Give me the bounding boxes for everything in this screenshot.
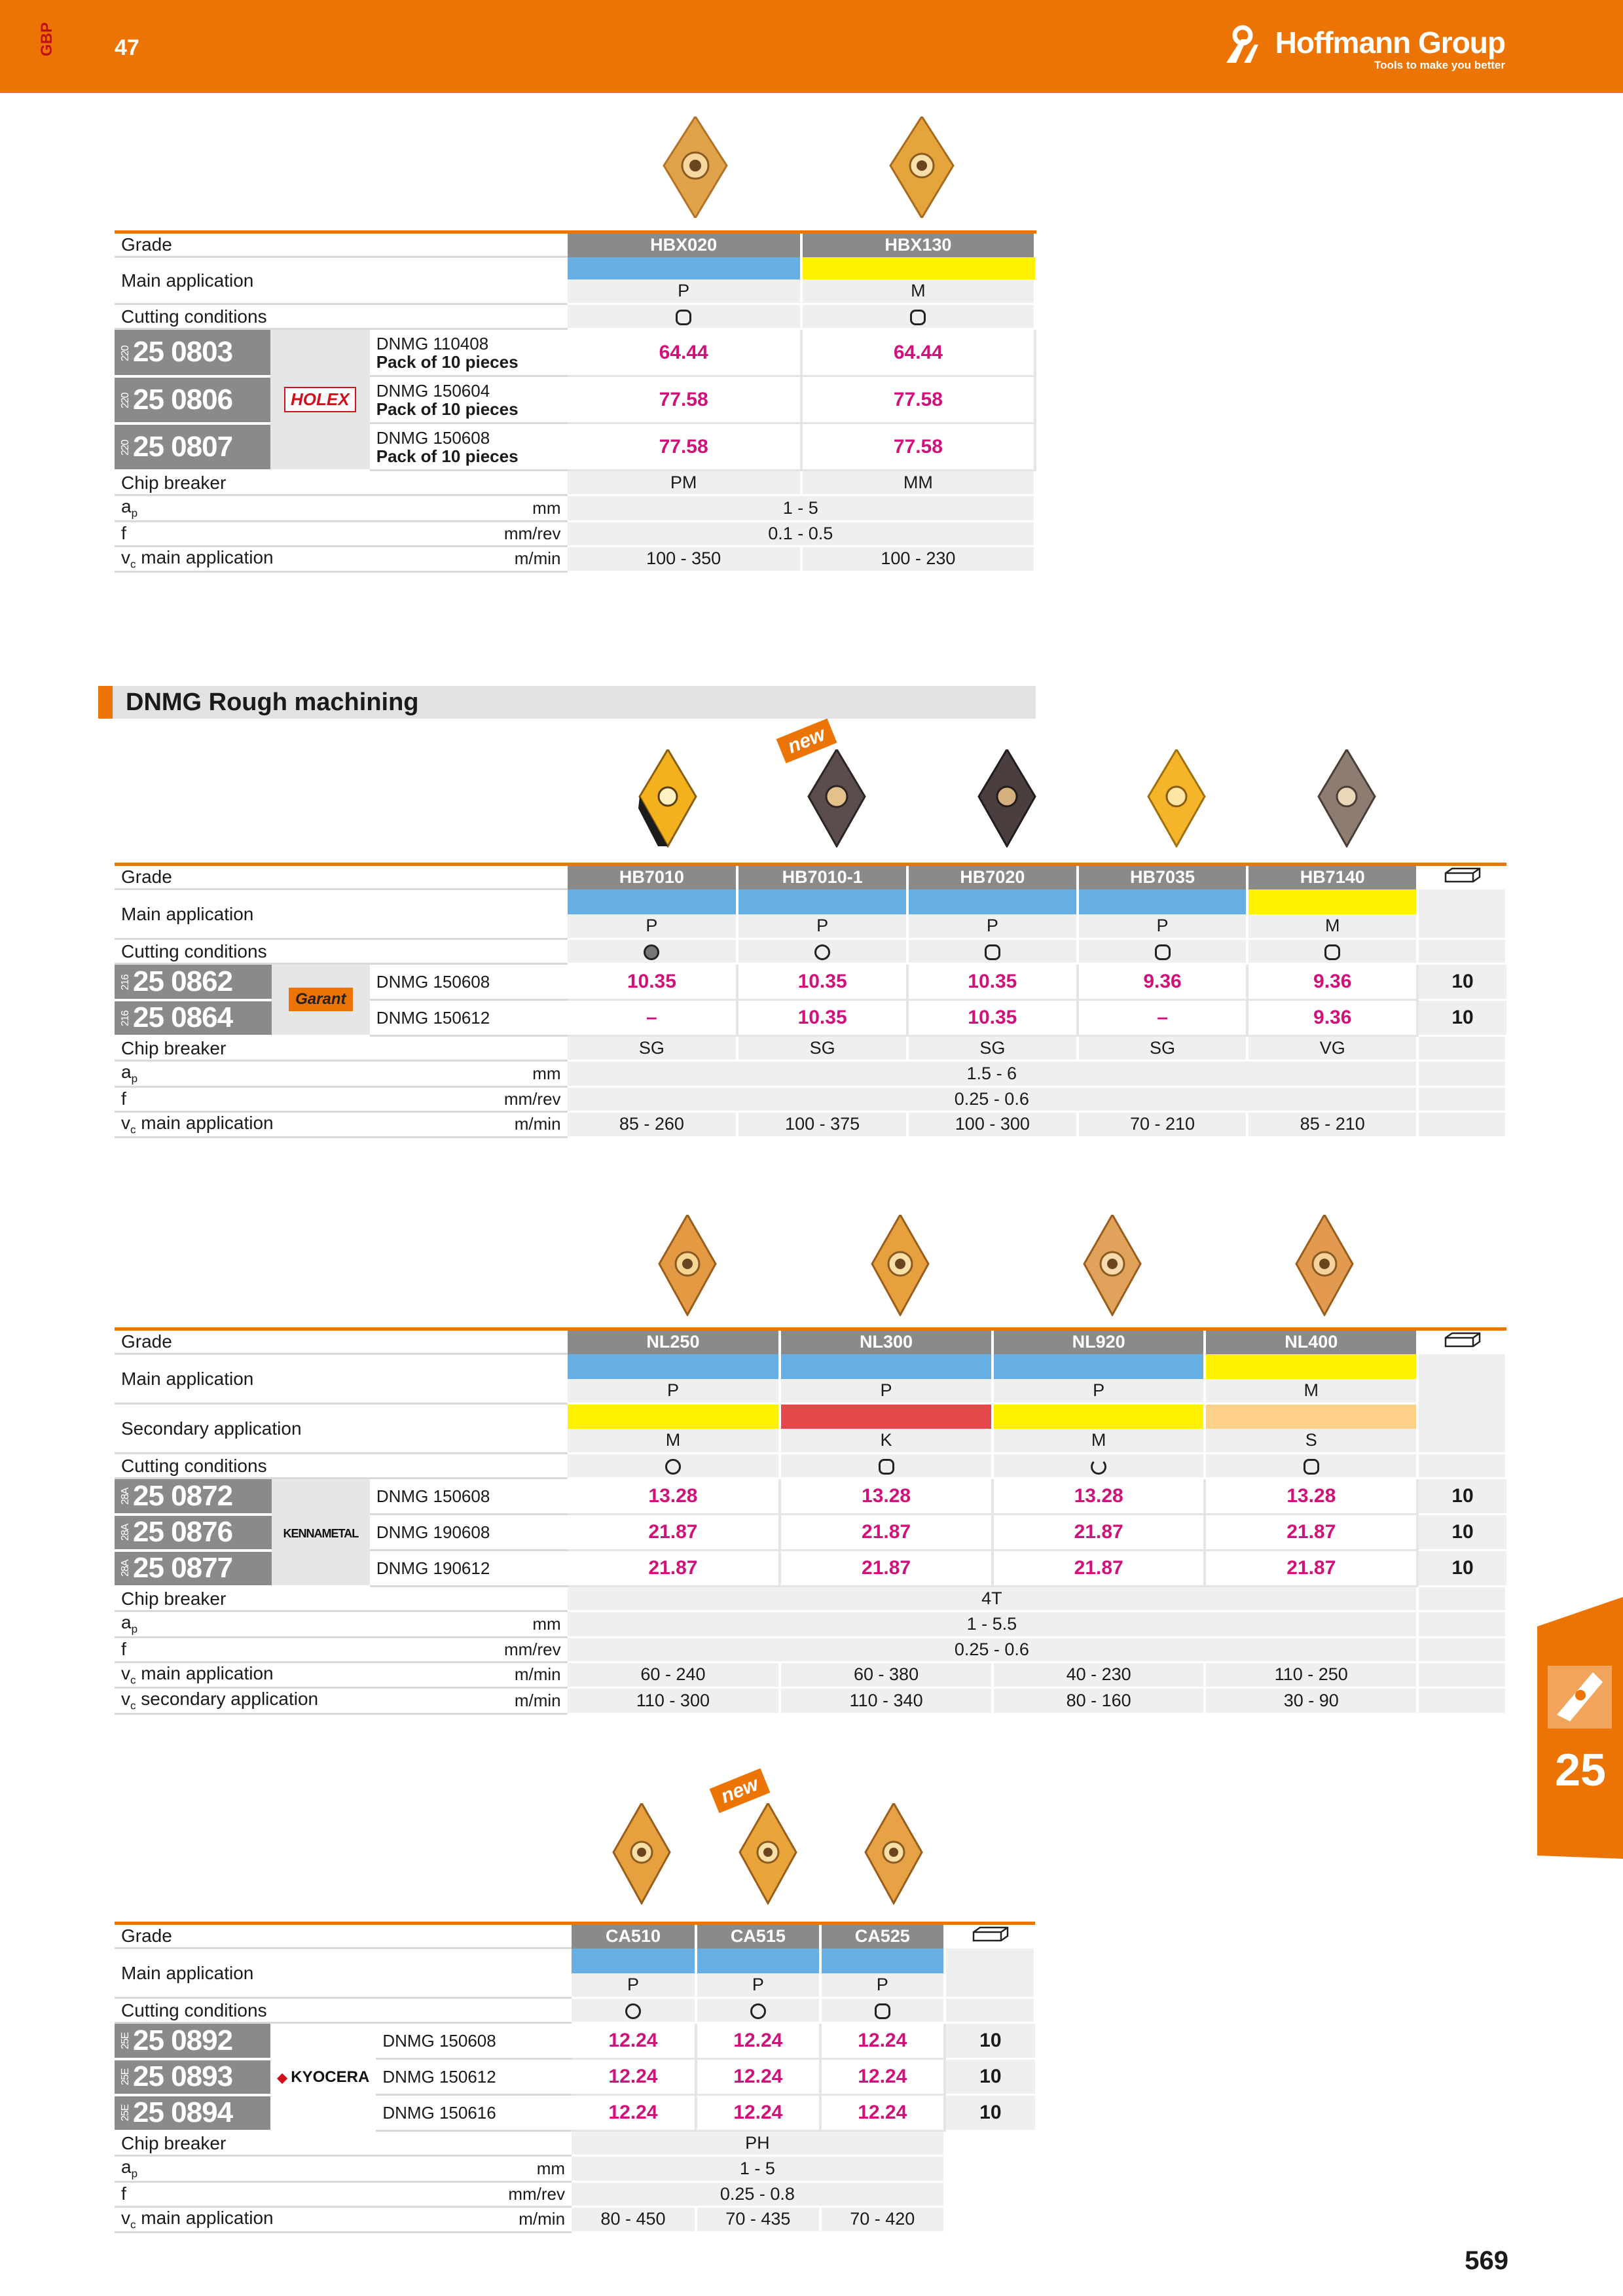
chip-breaker-label: Chip breaker <box>115 2131 572 2156</box>
vc2-value: 80 - 160 <box>993 1688 1205 1714</box>
vc-value: 100 - 230 <box>801 546 1035 572</box>
pack-blank <box>945 1998 1035 2023</box>
vc-value: 85 - 260 <box>568 1111 738 1138</box>
stable-cut-icon <box>750 2003 766 2019</box>
product-desc: DNMG 190612 <box>370 1551 568 1587</box>
chip-breaker-value: PM <box>568 471 801 495</box>
pack-quantity: 10 <box>945 2095 1035 2131</box>
article-number: 25E25 0894 <box>115 2095 270 2131</box>
pack-quantity: 10 <box>945 2023 1035 2059</box>
grade-hbx020: HBX020 <box>568 232 801 257</box>
pack-header <box>945 1924 1035 1948</box>
cutting-conditions-label: Cutting conditions <box>115 304 568 329</box>
vc-value: 80 - 450 <box>572 2206 696 2233</box>
sec-app-color-m <box>568 1404 780 1429</box>
f-unit: mm/rev <box>376 2181 572 2206</box>
new-badge: new <box>776 719 837 764</box>
f-label: f <box>115 2181 376 2206</box>
pack-blank <box>1417 1637 1506 1662</box>
kyocera-logo: ◆ KYOCERA <box>270 2023 376 2131</box>
table-garant <box>115 863 1508 1138</box>
cutting-condition-cell <box>820 1998 945 2023</box>
chip-breaker-value: SG <box>737 1036 907 1061</box>
main-app-value: P <box>696 1973 820 1998</box>
price-cell: 10.35 <box>737 964 907 1000</box>
main-app-color-p <box>572 1948 696 1973</box>
price-cell: – <box>1078 1000 1248 1036</box>
package-icon <box>1443 867 1482 884</box>
article-number: 22025 0806 <box>115 376 270 423</box>
main-app-value: P <box>737 914 907 939</box>
cutting-condition-cell <box>1078 939 1248 964</box>
pack-blank <box>1417 1036 1506 1061</box>
chip-breaker-value: PH <box>572 2131 945 2156</box>
pack-quantity: 10 <box>1417 964 1506 1000</box>
vc2-value: 110 - 340 <box>780 1688 993 1714</box>
vc-label: $v_c$ main application <box>115 546 370 572</box>
grade-ca510: CA510 <box>572 1924 696 1948</box>
ap-unit: mm <box>370 495 568 522</box>
product-desc: DNMG 150608 <box>376 2023 572 2059</box>
insert-image-nl400 <box>1295 1215 1354 1316</box>
price-cell: 21.87 <box>993 1551 1205 1587</box>
price-cell: 21.87 <box>780 1551 993 1587</box>
brand <box>1275 25 1505 72</box>
cutting-condition-cell <box>737 939 907 964</box>
main-app-color-m <box>801 257 1035 279</box>
pack-quantity: 10 <box>1417 1515 1506 1551</box>
insert-image-ca515 <box>739 1803 797 1905</box>
chip-breaker-label: Chip breaker <box>115 1587 568 1611</box>
pack-header <box>1417 865 1506 889</box>
grade-nl250: NL250 <box>568 1329 780 1354</box>
chip-breaker-value: SG <box>907 1036 1078 1061</box>
main-app-value: P <box>568 914 738 939</box>
chip-breaker-value: SG <box>1078 1036 1248 1061</box>
grade-label: Grade <box>115 1924 572 1948</box>
grade-hb7010: HB7010 <box>568 865 738 889</box>
main-app-value: P <box>993 1379 1205 1404</box>
main-app-color-p <box>568 1354 780 1379</box>
price-cell: 13.28 <box>780 1479 993 1515</box>
ap-label: $a_p$ <box>115 2156 376 2182</box>
pack-blank <box>945 2131 1035 2156</box>
main-app-value: P <box>907 914 1078 939</box>
price-cell: 13.28 <box>1205 1479 1417 1515</box>
main-app-color-p <box>820 1948 945 1973</box>
holex-logo: HOLEX <box>270 329 370 471</box>
grade-hb7010-1: HB7010-1 <box>737 865 907 889</box>
vc2-unit: m/min <box>370 1688 568 1714</box>
article-number: 25E25 0892 <box>115 2023 270 2059</box>
grade-nl300: NL300 <box>780 1329 993 1354</box>
price-cell: 10.35 <box>737 1000 907 1036</box>
price-cell: 21.87 <box>993 1515 1205 1551</box>
product-desc: DNMG 150612 <box>376 2059 572 2095</box>
grade-nl920: NL920 <box>993 1329 1205 1354</box>
price-cell: 64.44 <box>801 329 1035 376</box>
pack-quantity: 10 <box>1417 1479 1506 1515</box>
insert-image-nl920 <box>1083 1215 1142 1316</box>
cutting-condition-cell <box>780 1454 993 1479</box>
sec-app-value: M <box>568 1429 780 1454</box>
main-app-color-p <box>568 889 738 914</box>
price-cell: 13.28 <box>993 1479 1205 1515</box>
interrupted-cut-icon <box>1155 944 1171 960</box>
f-unit: mm/rev <box>370 521 568 546</box>
grade-nl400: NL400 <box>1205 1329 1417 1354</box>
brand-name: Hoffmann Group <box>1275 26 1505 60</box>
interrupted-cut-icon <box>875 2003 890 2019</box>
main-app-value: P <box>780 1379 993 1404</box>
sec-app-value: S <box>1205 1429 1417 1454</box>
page-number-top: 47 <box>115 35 139 60</box>
vc-label: $v_c$ main application <box>115 1662 370 1688</box>
price-cell: 12.24 <box>572 2059 696 2095</box>
stable-cut-icon <box>665 1459 681 1475</box>
pack-quantity: 10 <box>1417 1551 1506 1587</box>
vc-value: 70 - 210 <box>1078 1111 1248 1138</box>
cutting-condition-cell <box>907 939 1078 964</box>
insert-image-nl300 <box>871 1215 930 1316</box>
chip-breaker-value: VG <box>1247 1036 1417 1061</box>
f-value: 0.25 - 0.8 <box>572 2181 945 2206</box>
pack-quantity: 10 <box>945 2059 1035 2095</box>
cutting-condition-cell <box>993 1454 1205 1479</box>
ap-unit: mm <box>370 1061 568 1087</box>
main-app-color-m <box>1247 889 1417 914</box>
article-number: 28A25 0877 <box>115 1551 272 1587</box>
brand-tagline: Tools to make you better <box>1374 59 1505 71</box>
pack-blank <box>1417 1061 1506 1087</box>
f-unit: mm/rev <box>370 1637 568 1662</box>
pack-blank <box>1417 1354 1506 1454</box>
pack-header <box>1417 1329 1506 1354</box>
chip-breaker-value: 4T <box>568 1587 1417 1611</box>
price-cell: 21.87 <box>1205 1515 1417 1551</box>
ap-value: 1.5 - 6 <box>568 1061 1418 1087</box>
cutting-conditions-label: Cutting conditions <box>115 1998 572 2023</box>
grade-hb7035: HB7035 <box>1078 865 1248 889</box>
pack-blank <box>1417 889 1506 939</box>
interrupted-cut-icon <box>879 1459 894 1475</box>
cutting-conditions-label: Cutting conditions <box>115 939 568 964</box>
sec-app-color-m <box>993 1404 1205 1429</box>
price-cell: 77.58 <box>568 376 801 423</box>
vc-value: 110 - 250 <box>1205 1662 1417 1688</box>
interrupted-cut-icon <box>985 944 1000 960</box>
vc-value: 70 - 435 <box>696 2206 820 2233</box>
stable-cut-icon <box>814 944 830 960</box>
cutting-condition-cell <box>568 1454 780 1479</box>
pack-blank <box>945 2156 1035 2182</box>
vc-value: 60 - 380 <box>780 1662 993 1688</box>
sec-app-value: K <box>780 1429 993 1454</box>
chip-breaker-label: Chip breaker <box>115 471 568 495</box>
price-cell: 12.24 <box>572 2023 696 2059</box>
garant-logo: Garant <box>272 964 370 1036</box>
vc-unit: m/min <box>370 546 568 572</box>
vc-unit: m/min <box>376 2206 572 2233</box>
vc-value: 85 - 210 <box>1247 1111 1417 1138</box>
grade-ca525: CA525 <box>820 1924 945 1948</box>
f-label: f <box>115 1637 370 1662</box>
vc-value: 100 - 350 <box>568 546 801 572</box>
side-code: GBP <box>38 22 56 56</box>
main-app-value: M <box>801 279 1035 304</box>
insert-image-hb7035 <box>1147 749 1206 848</box>
article-number: 28A25 0872 <box>115 1479 272 1515</box>
vc-value: 40 - 230 <box>993 1662 1205 1688</box>
section-title: DNMG Rough machining <box>98 686 1036 719</box>
stable-cut-icon <box>625 2003 641 2019</box>
vc2-value: 30 - 90 <box>1205 1688 1417 1714</box>
ap-value: 1 - 5 <box>568 495 1036 522</box>
price-cell: 21.87 <box>568 1515 780 1551</box>
product-desc: DNMG 150608 Pack of 10 pieces <box>370 423 568 471</box>
cutting-condition-cell <box>1247 939 1417 964</box>
pack-quantity: 10 <box>1417 1000 1506 1036</box>
vc-unit: m/min <box>370 1111 568 1138</box>
interrupted-cut-icon <box>676 310 691 325</box>
price-cell: 21.87 <box>1205 1551 1417 1587</box>
cutting-condition-cell <box>572 1998 696 2023</box>
insert-image-hb7020 <box>977 749 1036 848</box>
product-desc: DNMG 150608 <box>370 1479 568 1515</box>
price-cell: 10.35 <box>907 1000 1078 1036</box>
grade-label: Grade <box>115 232 568 257</box>
chapter-tab <box>1537 1597 1623 1859</box>
normal-cut-icon <box>1091 1459 1106 1475</box>
insert-image-hb7010 <box>638 749 697 848</box>
grade-label: Grade <box>115 865 568 889</box>
interrupted-cut-icon <box>1304 1459 1319 1475</box>
cutting-condition-cell <box>801 304 1035 329</box>
cutting-condition-cell <box>568 304 801 329</box>
interrupted-cut-icon <box>1324 944 1340 960</box>
vc-unit: m/min <box>370 1662 568 1688</box>
grade-label: Grade <box>115 1329 568 1354</box>
grade-ca515: CA515 <box>696 1924 820 1948</box>
main-application-label: Main application <box>115 1948 572 1998</box>
product-desc: DNMG 190608 <box>370 1515 568 1551</box>
vc-label: $v_c$ main application <box>115 1111 370 1138</box>
pack-blank <box>1417 939 1506 964</box>
sec-app-color-k <box>780 1404 993 1429</box>
price-cell: – <box>568 1000 738 1036</box>
product-desc: DNMG 150612 <box>370 1000 568 1036</box>
price-cell: 10.35 <box>568 964 738 1000</box>
price-cell: 12.24 <box>696 2023 820 2059</box>
price-cell: 21.87 <box>568 1551 780 1587</box>
pack-blank <box>1417 1662 1506 1688</box>
price-cell: 12.24 <box>696 2059 820 2095</box>
pack-blank <box>1417 1688 1506 1714</box>
main-app-value: P <box>1078 914 1248 939</box>
product-desc: DNMG 110408 Pack of 10 pieces <box>370 329 568 376</box>
pack-blank <box>945 2181 1035 2206</box>
vc2-label: $v_c$ secondary application <box>115 1688 370 1714</box>
pack-blank <box>1417 1611 1506 1638</box>
f-value: 0.25 - 0.6 <box>568 1086 1418 1111</box>
main-app-color-p <box>568 257 801 279</box>
interrupted-cut-icon <box>910 310 926 325</box>
chip-breaker-value: MM <box>801 471 1035 495</box>
price-cell: 12.24 <box>820 2095 945 2131</box>
price-cell: 13.28 <box>568 1479 780 1515</box>
main-app-value: P <box>820 1973 945 1998</box>
new-badge: new <box>710 1768 771 1814</box>
price-cell: 9.36 <box>1078 964 1248 1000</box>
cutting-condition-cell <box>696 1998 820 2023</box>
ap-label: $a_p$ <box>115 1611 370 1638</box>
pack-blank <box>1417 1587 1506 1611</box>
grade-hb7020: HB7020 <box>907 865 1078 889</box>
pack-blank <box>1417 1086 1506 1111</box>
price-cell: 12.24 <box>820 2059 945 2095</box>
main-app-color-p <box>696 1948 820 1973</box>
ap-value: 1 - 5 <box>572 2156 945 2182</box>
main-app-value: P <box>572 1973 696 1998</box>
f-value: 0.25 - 0.6 <box>568 1637 1417 1662</box>
main-app-color-p <box>780 1354 993 1379</box>
f-label: f <box>115 1086 370 1111</box>
pack-blank <box>945 2206 1035 2233</box>
main-application-label: Main application <box>115 1354 568 1404</box>
price-cell: 64.44 <box>568 329 801 376</box>
ap-label: $a_p$ <box>115 1061 370 1087</box>
price-cell: 9.36 <box>1247 964 1417 1000</box>
article-number: 22025 0807 <box>115 423 270 471</box>
insert-image-ca510 <box>612 1803 671 1905</box>
f-label: f <box>115 521 370 546</box>
grade-hbx130: HBX130 <box>801 232 1035 257</box>
price-cell: 12.24 <box>572 2095 696 2131</box>
ap-unit: mm <box>370 1611 568 1638</box>
vc-label: $v_c$ main application <box>115 2206 376 2233</box>
cutting-condition-cell <box>1205 1454 1417 1479</box>
table-kyocera <box>115 1922 1036 2233</box>
ap-unit: mm <box>376 2156 572 2182</box>
kennametal-logo: KENNAMETAL <box>272 1479 370 1587</box>
ap-value: 1 - 5.5 <box>568 1611 1417 1638</box>
brand-logo-icon <box>1223 25 1269 64</box>
price-cell: 77.58 <box>568 423 801 471</box>
header-bar <box>0 0 1623 93</box>
article-number: 28A25 0876 <box>115 1515 272 1551</box>
product-desc: DNMG 150608 <box>370 964 568 1000</box>
cutting-condition-cell <box>568 939 738 964</box>
article-number: 21625 0864 <box>115 1000 272 1036</box>
chip-breaker-label: Chip breaker <box>115 1036 568 1061</box>
price-cell: 12.24 <box>820 2023 945 2059</box>
price-cell: 77.58 <box>801 423 1035 471</box>
main-app-value: P <box>568 279 801 304</box>
cutting-conditions-label: Cutting conditions <box>115 1454 568 1479</box>
main-application-label: Main application <box>115 257 568 304</box>
vc-value: 100 - 300 <box>907 1111 1078 1138</box>
insert-image-hb7140 <box>1317 749 1376 848</box>
sec-app-value: M <box>993 1429 1205 1454</box>
article-number: 22025 0803 <box>115 329 270 376</box>
stable-cut-icon <box>644 944 659 960</box>
main-app-color-p <box>907 889 1078 914</box>
insert-image-hbx020 <box>663 117 728 218</box>
vc-value: 100 - 375 <box>737 1111 907 1138</box>
vc2-value: 110 - 300 <box>568 1688 780 1714</box>
main-app-color-p <box>993 1354 1205 1379</box>
package-icon <box>971 1926 1010 1943</box>
article-number: 25E25 0893 <box>115 2059 270 2095</box>
table-holex <box>115 230 1036 573</box>
main-app-color-p <box>1078 889 1248 914</box>
insert-image-ca525 <box>864 1803 923 1905</box>
table-kennametal <box>115 1327 1508 1715</box>
f-value: 0.1 - 0.5 <box>568 521 1036 546</box>
pack-blank <box>945 1948 1035 1998</box>
pack-blank <box>1417 1454 1506 1479</box>
vc-value: 70 - 420 <box>820 2206 945 2233</box>
insert-image-hbx130 <box>889 117 955 218</box>
chip-breaker-value: SG <box>568 1036 738 1061</box>
main-app-value: M <box>1205 1379 1417 1404</box>
price-cell: 9.36 <box>1247 1000 1417 1036</box>
f-unit: mm/rev <box>370 1086 568 1111</box>
insert-image-hb7010-1 <box>807 749 866 848</box>
secondary-application-label: Secondary application <box>115 1404 568 1454</box>
main-app-value: M <box>1247 914 1417 939</box>
price-cell: 10.35 <box>907 964 1078 1000</box>
product-desc: DNMG 150616 <box>376 2095 572 2131</box>
price-cell: 77.58 <box>801 376 1035 423</box>
page-number: 569 <box>1465 2246 1508 2275</box>
main-app-value: P <box>568 1379 780 1404</box>
chapter-number: 25 <box>1555 1744 1606 1795</box>
article-number: 21625 0862 <box>115 964 272 1000</box>
main-app-color-m <box>1205 1354 1417 1379</box>
sec-app-color-s <box>1205 1404 1417 1429</box>
price-cell: 21.87 <box>780 1515 993 1551</box>
pack-blank <box>1417 1111 1506 1138</box>
main-app-color-p <box>737 889 907 914</box>
package-icon <box>1443 1331 1482 1348</box>
grade-hb7140: HB7140 <box>1247 865 1417 889</box>
ap-label: $a_p$ <box>115 495 370 522</box>
vc-value: 60 - 240 <box>568 1662 780 1688</box>
product-desc: DNMG 150604 Pack of 10 pieces <box>370 376 568 423</box>
main-application-label: Main application <box>115 889 568 939</box>
price-cell: 12.24 <box>696 2095 820 2131</box>
insert-image-nl250 <box>658 1215 717 1316</box>
